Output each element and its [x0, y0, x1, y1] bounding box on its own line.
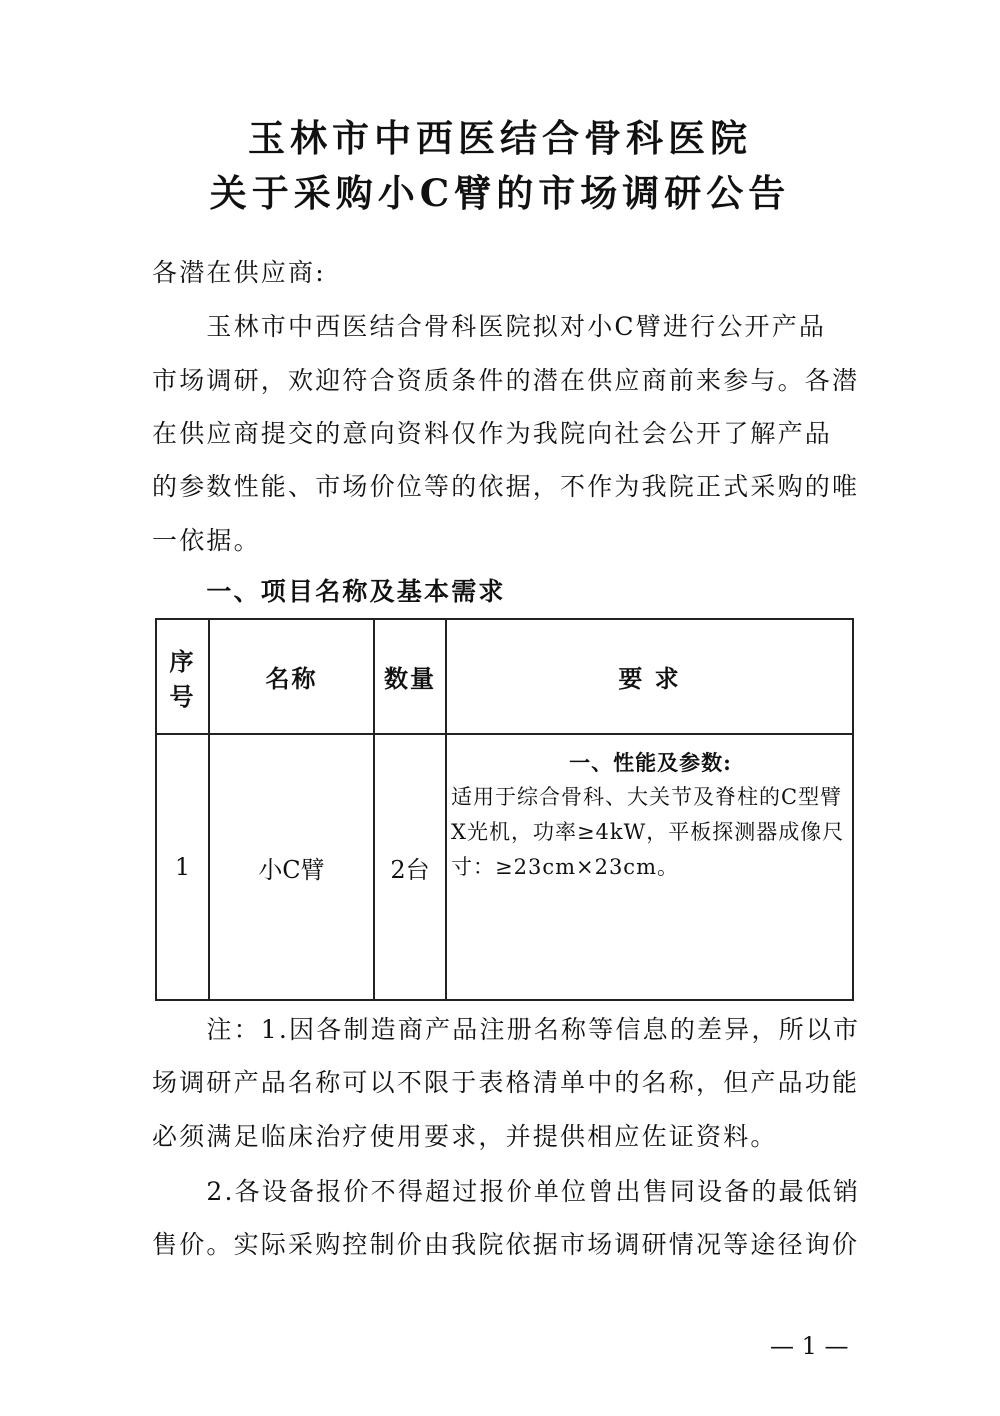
header-name: 名称 [209, 619, 374, 734]
table-row [156, 734, 853, 1000]
salutation: 各潜在供应商: [152, 258, 326, 287]
cell-no: 1 [156, 734, 209, 1000]
header-requirements: 要 求 [446, 619, 853, 734]
intro-line: 玉林市中西医结合骨科医院拟对小C臂进行公开产品 [152, 312, 827, 341]
cell-requirements [446, 734, 853, 1000]
cell-qty: 2台 [374, 734, 446, 1000]
section-heading: 一、项目名称及基本需求 [152, 577, 506, 606]
title-line-1: 玉林市中西医结合骨科医院 [248, 116, 752, 160]
intro-line: 的参数性能、市场价位等的依据，不作为我院正式采购的唯 [152, 472, 860, 501]
cell-name: 小C臂 [209, 734, 374, 1000]
intro-line: 一依据。 [152, 526, 261, 555]
page-number: — 1 — [770, 1332, 849, 1360]
table-header-row [156, 619, 853, 734]
title-line-2: 关于采购小C臂的市场调研公告 [209, 171, 791, 215]
note-line: 2.各设备报价不得超过报价单位曾出售同设备的最低销 [152, 1177, 861, 1206]
note-line: 售价。实际采购控制价由我院依据市场调研情况等途径询价 [152, 1230, 860, 1259]
note-line: 场调研产品名称可以不限于表格清单中的名称，但产品功能 [152, 1068, 860, 1097]
note-line: 注：1.因各制造商产品注册名称等信息的差异，所以市 [152, 1015, 861, 1044]
intro-line: 在供应商提交的意向资料仅作为我院向社会公开了解产品 [152, 419, 833, 448]
intro-line: 市场调研，欢迎符合资质条件的潜在供应商前来参与。各潜 [152, 366, 860, 395]
header-no: 序号 [156, 619, 209, 734]
req-text: 适用于综合骨科、大关节及脊柱的C型臂X光机，功率≥4kW，平板探测器成像尺寸：≥23cm×23cm。 [451, 785, 845, 879]
note-line: 必须满足临床治疗使用要求，并提供相应佐证资料。 [152, 1122, 778, 1151]
header-qty: 数量 [374, 619, 446, 734]
requirements-table [155, 618, 854, 1001]
req-heading: 一、性能及参数: [569, 750, 732, 775]
